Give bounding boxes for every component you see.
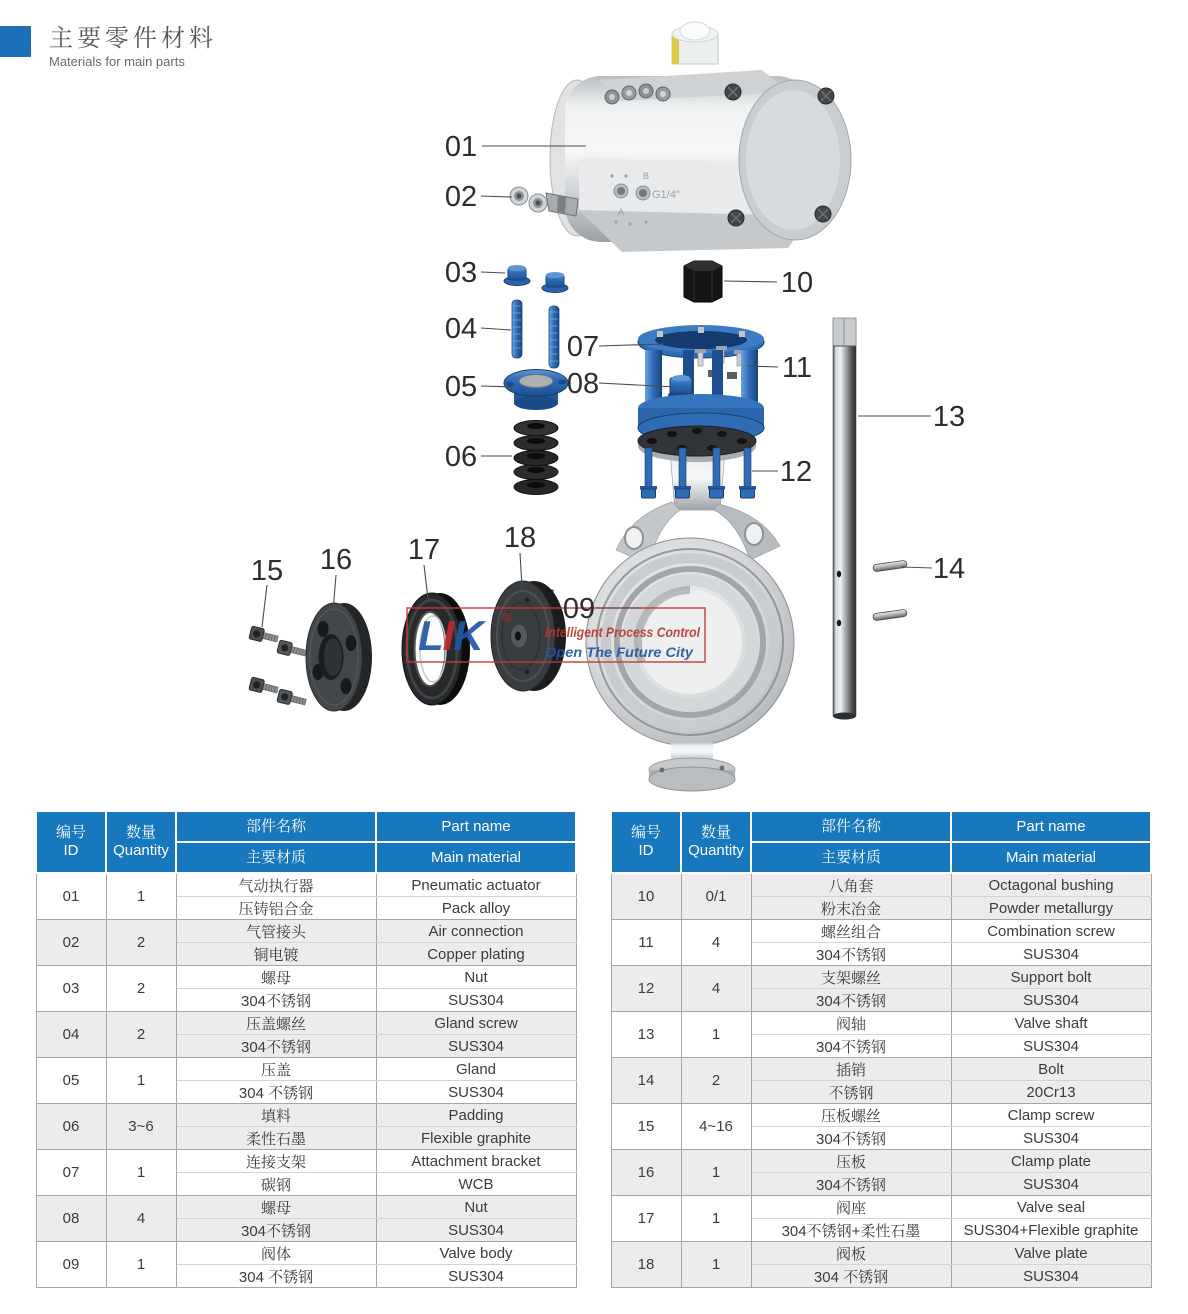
col-header-part-name-cn: 部件名称 xyxy=(176,811,376,842)
cell-part-name-cn: 阀座 xyxy=(751,1196,951,1219)
cell-material-cn: 304不锈钢 xyxy=(176,1035,376,1058)
cell-part-name-en: Octagonal bushing xyxy=(951,873,1151,897)
cell-part-id: 01 xyxy=(36,873,106,920)
cell-material-cn: 304 不锈钢 xyxy=(176,1081,376,1104)
cell-material-cn: 铜电镀 xyxy=(176,943,376,966)
cell-material-cn: 304不锈钢+柔性石墨 xyxy=(751,1219,951,1242)
callout-06: 06 xyxy=(444,441,478,473)
cell-part-id: 17 xyxy=(611,1196,681,1242)
cell-part-name-en: Bolt xyxy=(951,1058,1151,1081)
col-header-material-en: Main material xyxy=(376,842,576,873)
cell-material-en: SUS304 xyxy=(376,1035,576,1058)
port-size-label: G1/4" xyxy=(652,189,680,201)
cell-material-en: SUS304 xyxy=(376,1265,576,1288)
pneumatic-actuator xyxy=(550,22,851,252)
table-body xyxy=(611,873,1151,1288)
callout-10: 10 xyxy=(780,267,814,299)
cell-part-name-cn: 填料 xyxy=(176,1104,376,1127)
callout-02: 02 xyxy=(444,181,478,213)
cell-part-name-cn: 压盖螺丝 xyxy=(176,1012,376,1035)
cell-part-name-en: Nut xyxy=(376,966,576,989)
col-header-material-cn: 主要材质 xyxy=(751,842,951,873)
cell-part-name-cn: 螺母 xyxy=(176,1196,376,1219)
col-header-id: 编号 ID xyxy=(36,811,106,873)
nuts-03 xyxy=(504,265,568,293)
cell-quantity: 1 xyxy=(106,873,176,920)
cell-material-cn: 304 不锈钢 xyxy=(751,1265,951,1288)
cell-material-en: SUS304 xyxy=(951,1265,1151,1288)
cell-quantity: 2 xyxy=(106,966,176,1012)
col-header-material-en: Main material xyxy=(951,842,1151,873)
cell-quantity: 1 xyxy=(681,1012,751,1058)
registered-mark: ® xyxy=(502,610,512,625)
cell-quantity: 4 xyxy=(681,920,751,966)
cell-part-name-cn: 阀轴 xyxy=(751,1012,951,1035)
cell-part-id: 12 xyxy=(611,966,681,1012)
cell-part-id: 10 xyxy=(611,873,681,920)
cell-part-name-en: Air connection xyxy=(376,920,576,943)
cell-part-name-cn: 气管接头 xyxy=(176,920,376,943)
callout-01: 01 xyxy=(444,131,478,163)
cell-material-en: Flexible graphite xyxy=(376,1127,576,1150)
cell-part-name-cn: 压盖 xyxy=(176,1058,376,1081)
position-indicator-dome xyxy=(680,22,710,40)
cell-material-cn: 304 不锈钢 xyxy=(176,1265,376,1288)
page-title: 主要零件材料 xyxy=(49,25,217,52)
cell-material-en: SUS304+Flexible graphite xyxy=(951,1219,1151,1242)
padding-06 xyxy=(514,421,558,495)
cell-part-id: 02 xyxy=(36,920,106,966)
cell-part-name-en: Padding xyxy=(376,1104,576,1127)
cell-quantity: 1 xyxy=(681,1242,751,1288)
cell-quantity: 2 xyxy=(106,1012,176,1058)
clamp-screws-15 xyxy=(249,626,307,708)
cell-part-name-en: Pneumatic actuator xyxy=(376,873,576,897)
cell-material-en: SUS304 xyxy=(951,1127,1151,1150)
callout-12: 12 xyxy=(779,456,813,488)
cell-part-name-cn: 八角套 xyxy=(751,873,951,897)
cell-material-cn: 压铸铝合金 xyxy=(176,897,376,920)
gland-05 xyxy=(504,370,568,411)
materials-table-right xyxy=(610,810,1152,1288)
cell-material-cn: 304不锈钢 xyxy=(751,1127,951,1150)
cell-material-cn: 不锈钢 xyxy=(751,1081,951,1104)
cell-quantity: 1 xyxy=(106,1150,176,1196)
cell-quantity: 3~6 xyxy=(106,1104,176,1150)
clamp-plate-16 xyxy=(306,603,372,711)
cell-part-name-en: Gland screw xyxy=(376,1012,576,1035)
cell-part-id: 15 xyxy=(611,1104,681,1150)
pins-14 xyxy=(873,560,908,621)
cell-part-id: 11 xyxy=(611,920,681,966)
cell-material-en: SUS304 xyxy=(951,943,1151,966)
cell-part-id: 03 xyxy=(36,966,106,1012)
cell-quantity: 4 xyxy=(106,1196,176,1242)
cell-material-en: Copper plating xyxy=(376,943,576,966)
col-header-part-name-cn: 部件名称 xyxy=(751,811,951,842)
cell-material-en: SUS304 xyxy=(376,1219,576,1242)
cell-part-name-cn: 压板螺丝 xyxy=(751,1104,951,1127)
cell-part-name-cn: 连接支架 xyxy=(176,1150,376,1173)
cell-material-en: Pack alloy xyxy=(376,897,576,920)
cell-part-name-en: Combination screw xyxy=(951,920,1151,943)
materials-table-left xyxy=(35,810,577,1288)
cell-part-name-cn: 压板 xyxy=(751,1150,951,1173)
cell-material-en: Powder metallurgy xyxy=(951,897,1151,920)
table-body xyxy=(36,873,576,1288)
callout-16: 16 xyxy=(319,544,353,576)
cell-part-name-en: Gland xyxy=(376,1058,576,1081)
cell-part-name-en: Valve shaft xyxy=(951,1012,1151,1035)
cell-part-name-cn: 阀板 xyxy=(751,1242,951,1265)
col-header-quantity: 数量 Quantity xyxy=(681,811,751,873)
cell-material-cn: 304不锈钢 xyxy=(751,989,951,1012)
cell-part-id: 09 xyxy=(36,1242,106,1288)
cell-quantity: 1 xyxy=(106,1242,176,1288)
port-b-label: B xyxy=(643,171,650,181)
cell-material-en: SUS304 xyxy=(376,1081,576,1104)
valve-body-09 xyxy=(586,538,794,791)
cell-part-id: 05 xyxy=(36,1058,106,1104)
cell-quantity: 4 xyxy=(681,966,751,1012)
col-header-part-name-en: Part name xyxy=(951,811,1151,842)
cell-part-name-en: Nut xyxy=(376,1196,576,1219)
cell-part-name-en: Attachment bracket xyxy=(376,1150,576,1173)
cell-material-en: 20Cr13 xyxy=(951,1081,1151,1104)
cell-part-name-en: Clamp plate xyxy=(951,1150,1151,1173)
callout-18: 18 xyxy=(503,522,537,554)
callout-03: 03 xyxy=(444,257,478,289)
gland-screws-04 xyxy=(512,300,559,368)
cell-part-id: 14 xyxy=(611,1058,681,1104)
callout-17: 17 xyxy=(407,534,441,566)
cell-part-id: 13 xyxy=(611,1012,681,1058)
cell-part-name-cn: 螺母 xyxy=(176,966,376,989)
cell-material-cn: 碳钢 xyxy=(176,1173,376,1196)
cell-part-name-en: Valve body xyxy=(376,1242,576,1265)
cell-part-id: 16 xyxy=(611,1150,681,1196)
cell-material-cn: 柔性石墨 xyxy=(176,1127,376,1150)
cell-part-name-en: Clamp screw xyxy=(951,1104,1151,1127)
cell-material-en: WCB xyxy=(376,1173,576,1196)
watermark-line2: Open The Future City xyxy=(545,644,695,660)
callout-08: 08 xyxy=(566,368,600,400)
cell-part-name-en: Valve seal xyxy=(951,1196,1151,1219)
cell-part-id: 06 xyxy=(36,1104,106,1150)
cell-material-cn: 304不锈钢 xyxy=(176,1219,376,1242)
col-header-material-cn: 主要材质 xyxy=(176,842,376,873)
cell-material-cn: 粉末冶金 xyxy=(751,897,951,920)
table-header xyxy=(36,811,576,873)
cell-part-name-en: Support bolt xyxy=(951,966,1151,989)
col-header-id: 编号 ID xyxy=(611,811,681,873)
cell-material-cn: 304不锈钢 xyxy=(176,989,376,1012)
octagonal-bushing-10 xyxy=(684,261,722,302)
callout-15: 15 xyxy=(250,555,284,587)
cell-part-name-cn: 支架螺丝 xyxy=(751,966,951,989)
callout-09: 09 xyxy=(562,593,596,625)
cell-material-en: SUS304 xyxy=(951,1035,1151,1058)
cell-quantity: 2 xyxy=(681,1058,751,1104)
cell-material-en: SUS304 xyxy=(951,1173,1151,1196)
cell-material-cn: 304不锈钢 xyxy=(751,1173,951,1196)
cell-material-en: SUS304 xyxy=(376,989,576,1012)
cell-material-cn: 304不锈钢 xyxy=(751,943,951,966)
watermark-line1: Intelligent Process Control xyxy=(545,624,701,640)
cell-quantity: 4~16 xyxy=(681,1104,751,1150)
cell-part-name-cn: 阀体 xyxy=(176,1242,376,1265)
cell-quantity: 1 xyxy=(681,1196,751,1242)
cell-part-name-cn: 气动执行器 xyxy=(176,873,376,897)
callout-11: 11 xyxy=(781,352,813,384)
cell-quantity: 1 xyxy=(681,1150,751,1196)
cell-part-name-cn: 插销 xyxy=(751,1058,951,1081)
cell-part-name-cn: 螺丝组合 xyxy=(751,920,951,943)
cell-part-id: 18 xyxy=(611,1242,681,1288)
callout-05: 05 xyxy=(444,371,478,403)
col-header-part-name-en: Part name xyxy=(376,811,576,842)
callout-13: 13 xyxy=(932,401,966,433)
cell-part-id: 08 xyxy=(36,1196,106,1242)
cell-material-en: SUS304 xyxy=(951,989,1151,1012)
attachment-bracket-07 xyxy=(638,325,764,443)
callout-04: 04 xyxy=(444,313,478,345)
cell-quantity: 2 xyxy=(106,920,176,966)
cell-part-name-en: Valve plate xyxy=(951,1242,1151,1265)
cell-part-id: 07 xyxy=(36,1150,106,1196)
table-header xyxy=(611,811,1151,873)
col-header-quantity: 数量 Quantity xyxy=(106,811,176,873)
callout-07: 07 xyxy=(566,331,600,363)
cell-quantity: 1 xyxy=(106,1058,176,1104)
watermark-brand: LIK xyxy=(418,612,483,659)
cell-quantity: 0/1 xyxy=(681,873,751,920)
page-subtitle: Materials for main parts xyxy=(49,54,185,69)
port-a-label: A xyxy=(618,207,625,217)
cell-part-id: 04 xyxy=(36,1012,106,1058)
valve-shaft-13 xyxy=(833,318,856,720)
cell-material-cn: 304不锈钢 xyxy=(751,1035,951,1058)
callout-14: 14 xyxy=(932,553,966,585)
